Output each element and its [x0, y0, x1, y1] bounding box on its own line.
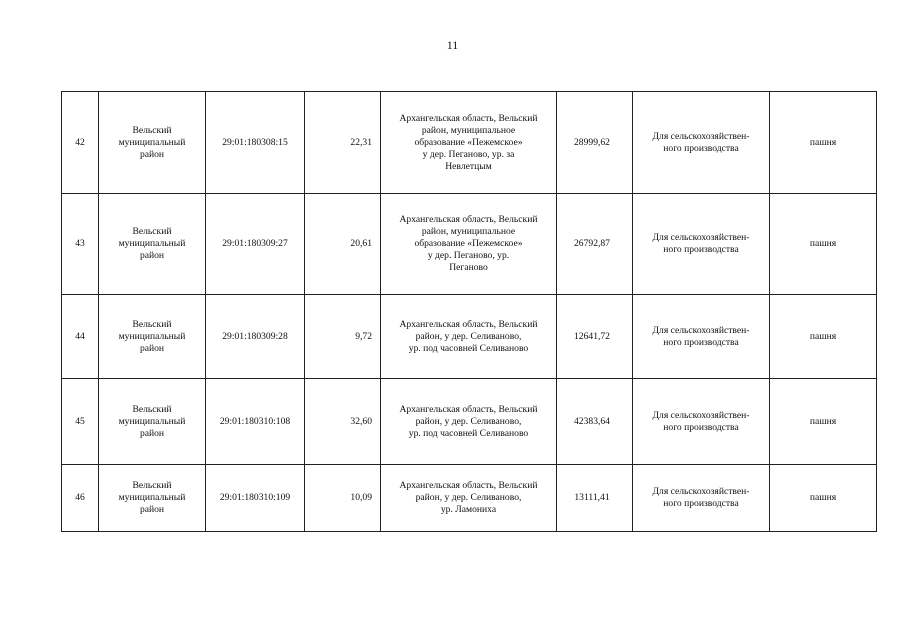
address-cell: Архангельская область, Вельский район, у дер. Селиваново, ур. под часовней Селиваново	[381, 379, 557, 465]
land-type-cell: пашня	[770, 194, 877, 295]
district-cell: Вельский муниципальный район	[99, 92, 206, 194]
area-cell: 9,72	[305, 295, 381, 379]
purpose-cell: Для сельскохозяйствен- ного производства	[633, 379, 770, 465]
area-cell: 22,31	[305, 92, 381, 194]
land-type-cell: пашня	[770, 465, 877, 532]
row-number: 44	[62, 295, 99, 379]
district-cell: Вельский муниципальный район	[99, 465, 206, 532]
cadastral-number-cell: 29:01:180309:28	[206, 295, 305, 379]
address-cell: Архангельская область, Вельский район, муниципальное образование «Пежемское» у дер. Пеганово, ур. Пеганово	[381, 194, 557, 295]
district-cell: Вельский муниципальный район	[99, 194, 206, 295]
address-cell: Архангельская область, Вельский район, у дер. Селиваново, ур. под часовней Селиваново	[381, 295, 557, 379]
page-number: 11	[446, 38, 459, 52]
district-cell: Вельский муниципальный район	[99, 295, 206, 379]
land-plots-table	[61, 91, 877, 532]
table-row	[62, 465, 877, 532]
table-row	[62, 194, 877, 295]
table-row	[62, 295, 877, 379]
address-cell: Архангельская область, Вельский район, муниципальное образование «Пежемское» у дер. Пеганово, ур. за Невлетцым	[381, 92, 557, 194]
address-cell: Архангельская область, Вельский район, у дер. Селиваново, ур. Ламониха	[381, 465, 557, 532]
purpose-cell: Для сельскохозяйствен- ного производства	[633, 295, 770, 379]
value-cell: 12641,72	[557, 295, 633, 379]
value-cell: 28999,62	[557, 92, 633, 194]
value-cell: 42383,64	[557, 379, 633, 465]
area-cell: 32,60	[305, 379, 381, 465]
value-cell: 26792,87	[557, 194, 633, 295]
land-type-cell: пашня	[770, 379, 877, 465]
row-number: 42	[62, 92, 99, 194]
table-row	[62, 92, 877, 194]
area-cell: 10,09	[305, 465, 381, 532]
land-type-cell: пашня	[770, 92, 877, 194]
district-cell: Вельский муниципальный район	[99, 379, 206, 465]
row-number: 45	[62, 379, 99, 465]
value-cell: 13111,41	[557, 465, 633, 532]
purpose-cell: Для сельскохозяйствен- ного производства	[633, 465, 770, 532]
cadastral-number-cell: 29:01:180308:15	[206, 92, 305, 194]
cadastral-number-cell: 29:01:180310:109	[206, 465, 305, 532]
land-type-cell: пашня	[770, 295, 877, 379]
cadastral-number-cell: 29:01:180310:108	[206, 379, 305, 465]
row-number: 43	[62, 194, 99, 295]
cadastral-number-cell: 29:01:180309:27	[206, 194, 305, 295]
row-number: 46	[62, 465, 99, 532]
purpose-cell: Для сельскохозяйствен- ного производства	[633, 92, 770, 194]
area-cell: 20,61	[305, 194, 381, 295]
purpose-cell: Для сельскохозяйствен- ного производства	[633, 194, 770, 295]
table-row	[62, 379, 877, 465]
